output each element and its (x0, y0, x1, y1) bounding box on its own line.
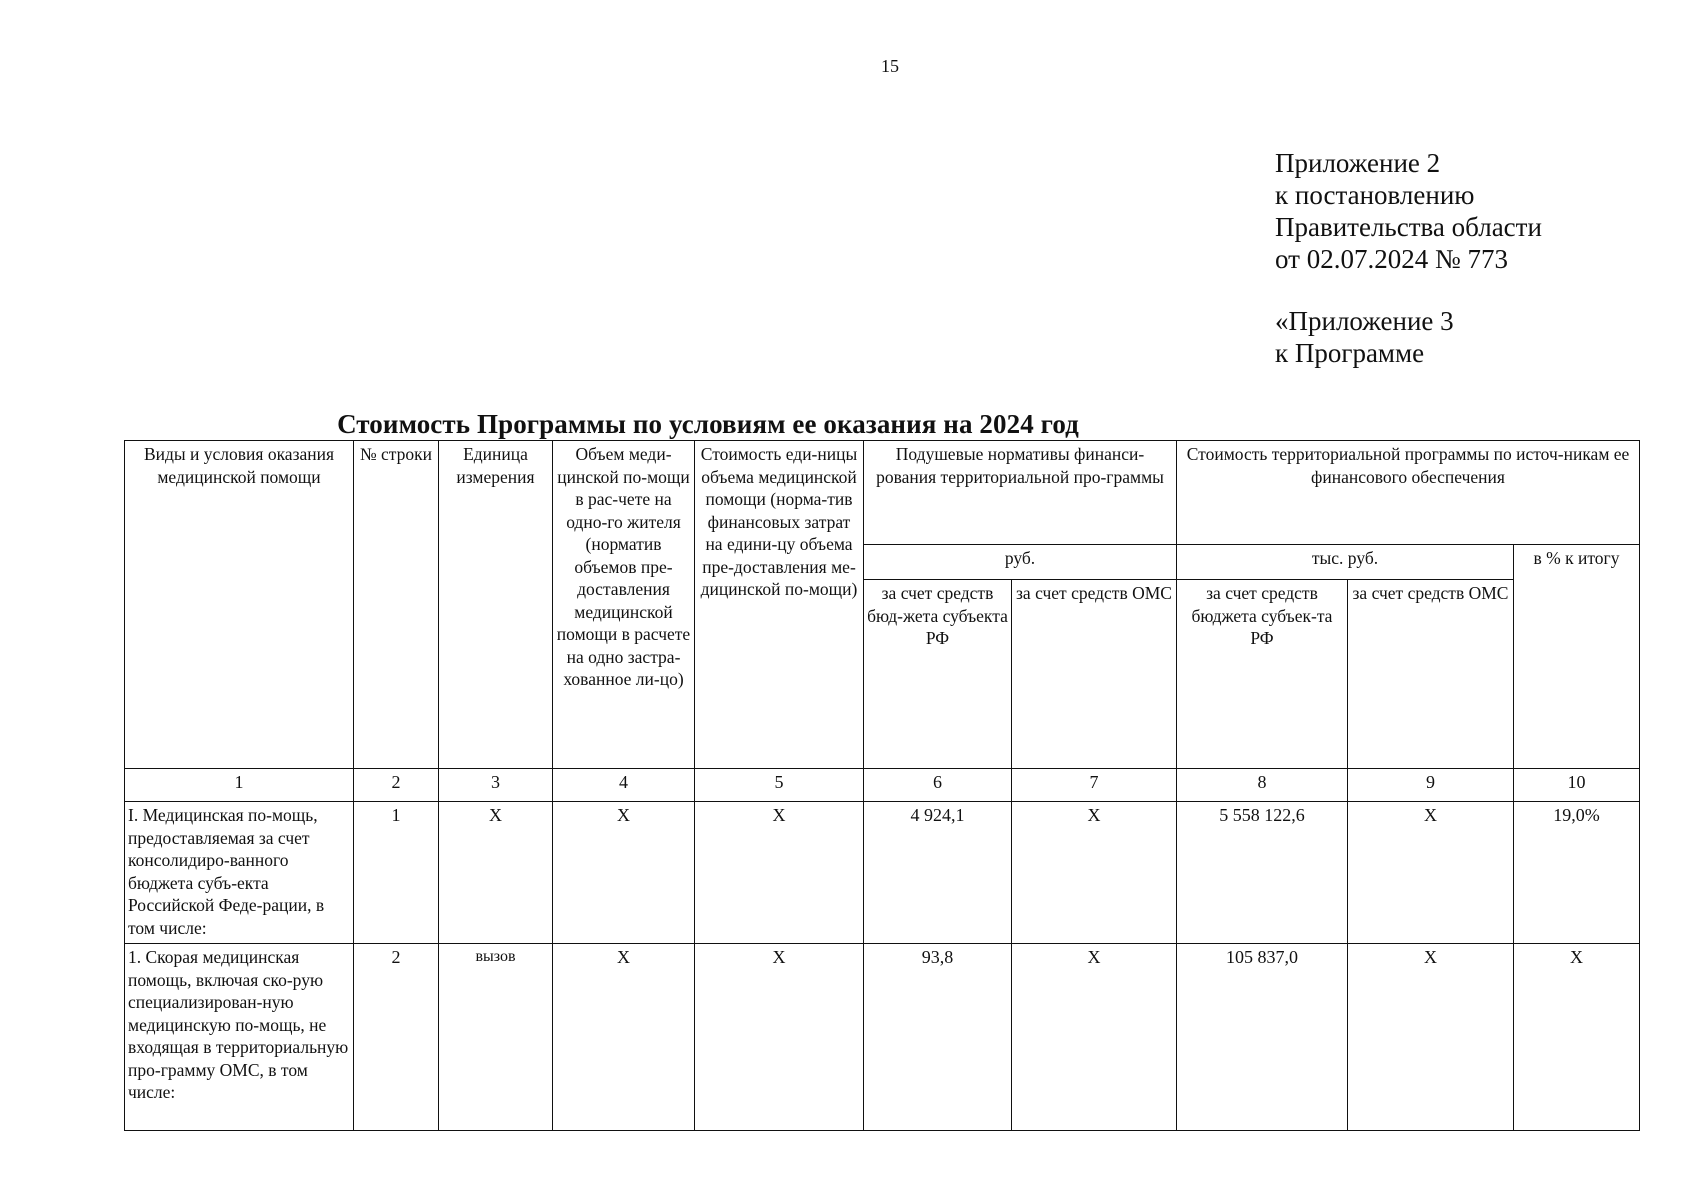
header-cell: за счет средств бюджета субъек-та РФ (1177, 580, 1348, 769)
document-title: Стоимость Программы по условиям ее оказания на 2024 год (337, 409, 1079, 439)
row-total-budget-cell: 5 558 122,6 (1177, 802, 1348, 944)
appendix-line: «Приложение 3 (1275, 306, 1454, 336)
column-number: 10 (1514, 769, 1640, 802)
header-cell: Единица измерения (439, 441, 553, 769)
appendix-line: Правительства области (1275, 212, 1542, 242)
row-name-cell: I. Медицинская по-мощь, предоставляемая за счет консолидиро-ванного бюджета субъ-екта Российской Феде-рации, в том числе: (125, 802, 354, 944)
row-total-oms-cell: Х (1348, 802, 1514, 944)
appendix-line: к постановлению (1275, 180, 1475, 210)
row-percent-cell: 19,0% (1514, 802, 1640, 944)
header-cell: в % к итогу (1514, 545, 1640, 769)
row-per-capita-budget-cell: 4 924,1 (864, 802, 1012, 944)
row-per-capita-oms-cell: Х (1012, 944, 1177, 1131)
appendix-block (1275, 147, 1542, 369)
column-number: 5 (695, 769, 864, 802)
page-number: 15 (881, 56, 899, 76)
table-row (125, 802, 1640, 944)
header-group-cell: Подушевые нормативы финанси-рования территориальной про-граммы (864, 441, 1177, 545)
column-number: 8 (1177, 769, 1348, 802)
header-cell: Объем меди-цинской по-мощи в рас-чете на одно-го жителя (норматив объемов пре-доставления медицинской помощи в расчете на одно застра-хованное ли-цо) (553, 441, 695, 769)
appendix-line: к Программе (1275, 338, 1425, 368)
header-cell: Виды и условия оказания медицинской помощи (125, 441, 354, 769)
row-unit-cell: Х (439, 802, 553, 944)
row-unit-cell: вызов (439, 944, 553, 1131)
row-total-oms-cell: Х (1348, 944, 1514, 1131)
row-line-cell: 1 (354, 802, 439, 944)
row-total-budget-cell: 105 837,0 (1177, 944, 1348, 1131)
header-cell: Стоимость еди-ницы объема медицинской помощи (норма-тив финансовых затрат на едини-цу объема пре-доставления ме-дицинской по-мощи) (695, 441, 864, 769)
row-name-cell: 1. Скорая медицинская помощь, включая ско-рую специализирован-ную медицинскую по-мощь, не входящая в территориальную про-грамму ОМС, в том числе: (125, 944, 354, 1131)
header-unit-cell: тыс. руб. (1177, 545, 1514, 580)
column-number: 4 (553, 769, 695, 802)
column-number: 7 (1012, 769, 1177, 802)
appendix-line: Приложение 2 (1275, 148, 1441, 178)
row-cost-cell: Х (695, 944, 864, 1131)
row-per-capita-oms-cell: Х (1012, 802, 1177, 944)
column-number: 6 (864, 769, 1012, 802)
row-percent-cell: Х (1514, 944, 1640, 1131)
header-cell: за счет средств ОМС (1012, 580, 1177, 769)
header-cell: за счет средств ОМС (1348, 580, 1514, 769)
table-row (125, 944, 1640, 1131)
column-number: 2 (354, 769, 439, 802)
column-number: 1 (125, 769, 354, 802)
header-cell: за счет средств бюд-жета субъекта РФ (864, 580, 1012, 769)
column-number: 9 (1348, 769, 1514, 802)
row-volume-cell: Х (553, 802, 695, 944)
row-volume-cell: Х (553, 944, 695, 1131)
row-line-cell: 2 (354, 944, 439, 1131)
row-per-capita-budget-cell: 93,8 (864, 944, 1012, 1131)
column-number: 3 (439, 769, 553, 802)
header-unit-cell: руб. (864, 545, 1177, 580)
row-cost-cell: Х (695, 802, 864, 944)
column-number-row (125, 769, 1640, 802)
appendix-line: от 02.07.2024 № 773 (1275, 244, 1508, 274)
header-group-cell: Стоимость территориальной программы по источ-никам ее финансового обеспечения (1177, 441, 1640, 545)
cost-table (124, 440, 1640, 1131)
header-cell: № строки (354, 441, 439, 769)
